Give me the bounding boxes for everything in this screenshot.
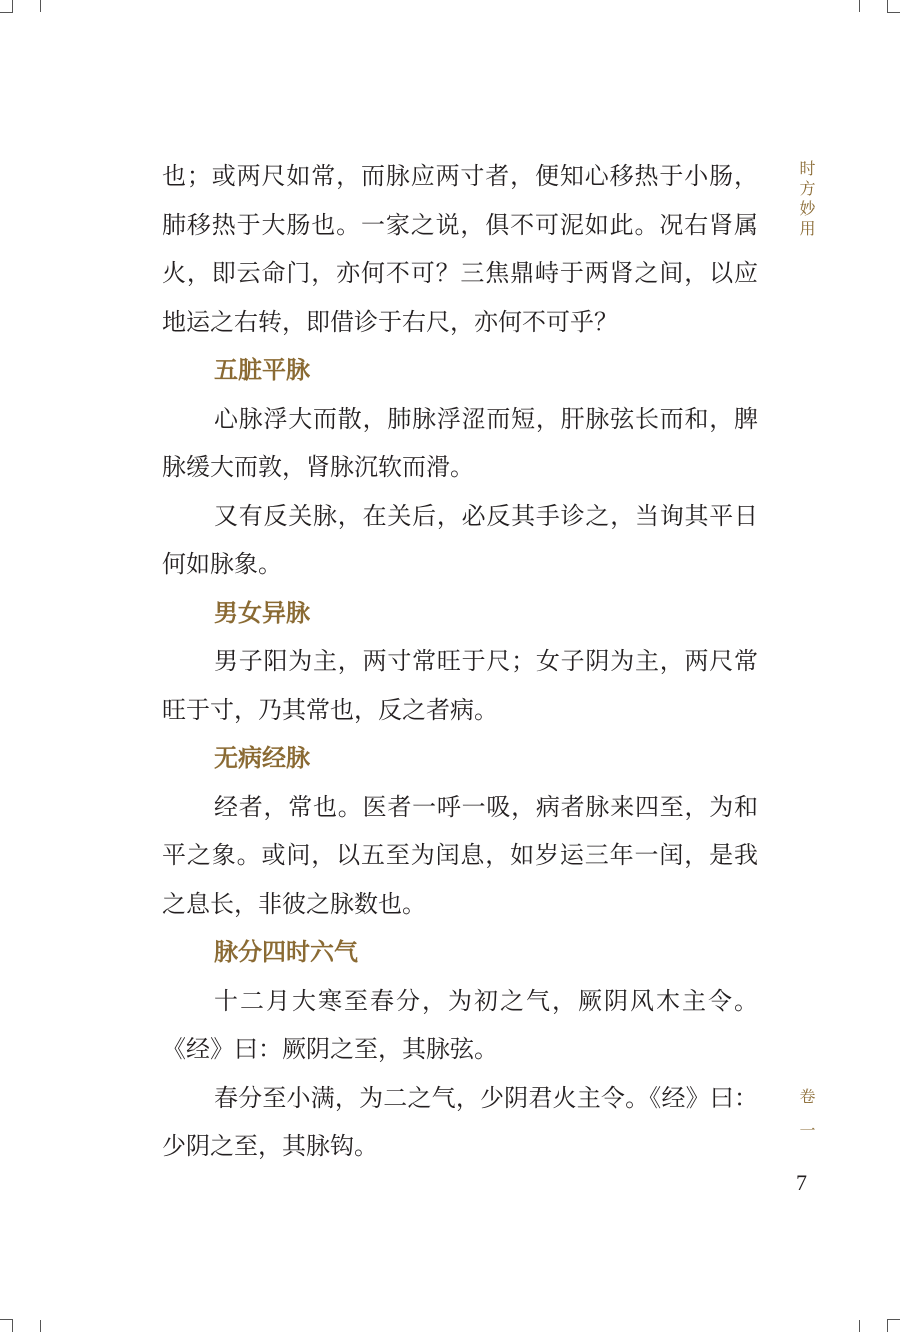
section-heading: 男女异脉 xyxy=(214,597,310,627)
crop-tick xyxy=(859,1320,860,1332)
paragraph: 十二月大寒至春分，为初之气，厥阴风木主令。《经》曰：厥阴之至，其脉弦。 xyxy=(162,986,758,1063)
crop-mark-top-right xyxy=(887,0,900,13)
crop-tick xyxy=(40,0,41,12)
section-heading: 无病经脉 xyxy=(214,743,310,772)
running-title: 时方妙用 xyxy=(797,160,816,240)
section-heading: 脉分四时六气 xyxy=(214,937,358,966)
paragraph: 心脉浮大而散，肺脉浮涩而短，肝脉弦长而和，脾脉缓大而敦，肾脉沉软而滑。 xyxy=(162,404,758,481)
crop-tick xyxy=(859,0,860,12)
page-number: 7 xyxy=(796,1170,807,1195)
paragraph: 也；或两尺如常，而脉应两寸者，便知心移热于小肠，肺移热于大肠也。一家之说，俱不可泥如此。况右肾属火，即云命门，亦何不可？三焦鼎峙于两肾之间，以应地运之右转，即借诊于右尺，亦何不可乎？ xyxy=(162,162,758,336)
section-heading: 五脏平脉 xyxy=(214,355,310,384)
paragraph: 男子阳为主，两寸常旺于尺；女子阴为主，两尺常旺于寸，乃其常也，反之者病。 xyxy=(162,647,758,724)
page-body xyxy=(162,152,758,1171)
paragraph: 又有反关脉，在关后，必反其手诊之，当询其平日何如脉象。 xyxy=(162,501,758,578)
paragraph: 经者，常也。医者一呼一吸，病者脉来四至，为和平之象。或问，以五至为闰息，如岁运三年一闰，是我之息长，非彼之脉数也。 xyxy=(162,792,758,918)
volume-label: 卷一 xyxy=(797,1088,816,1156)
paragraph: 春分至小满，为二之气，少阴君火主令。《经》曰：少阴之至，其脉钩。 xyxy=(162,1083,758,1160)
crop-mark-bottom-left xyxy=(0,1319,13,1332)
crop-mark-bottom-right xyxy=(887,1319,900,1332)
crop-mark-top-left xyxy=(0,0,13,13)
crop-tick xyxy=(40,1320,41,1332)
